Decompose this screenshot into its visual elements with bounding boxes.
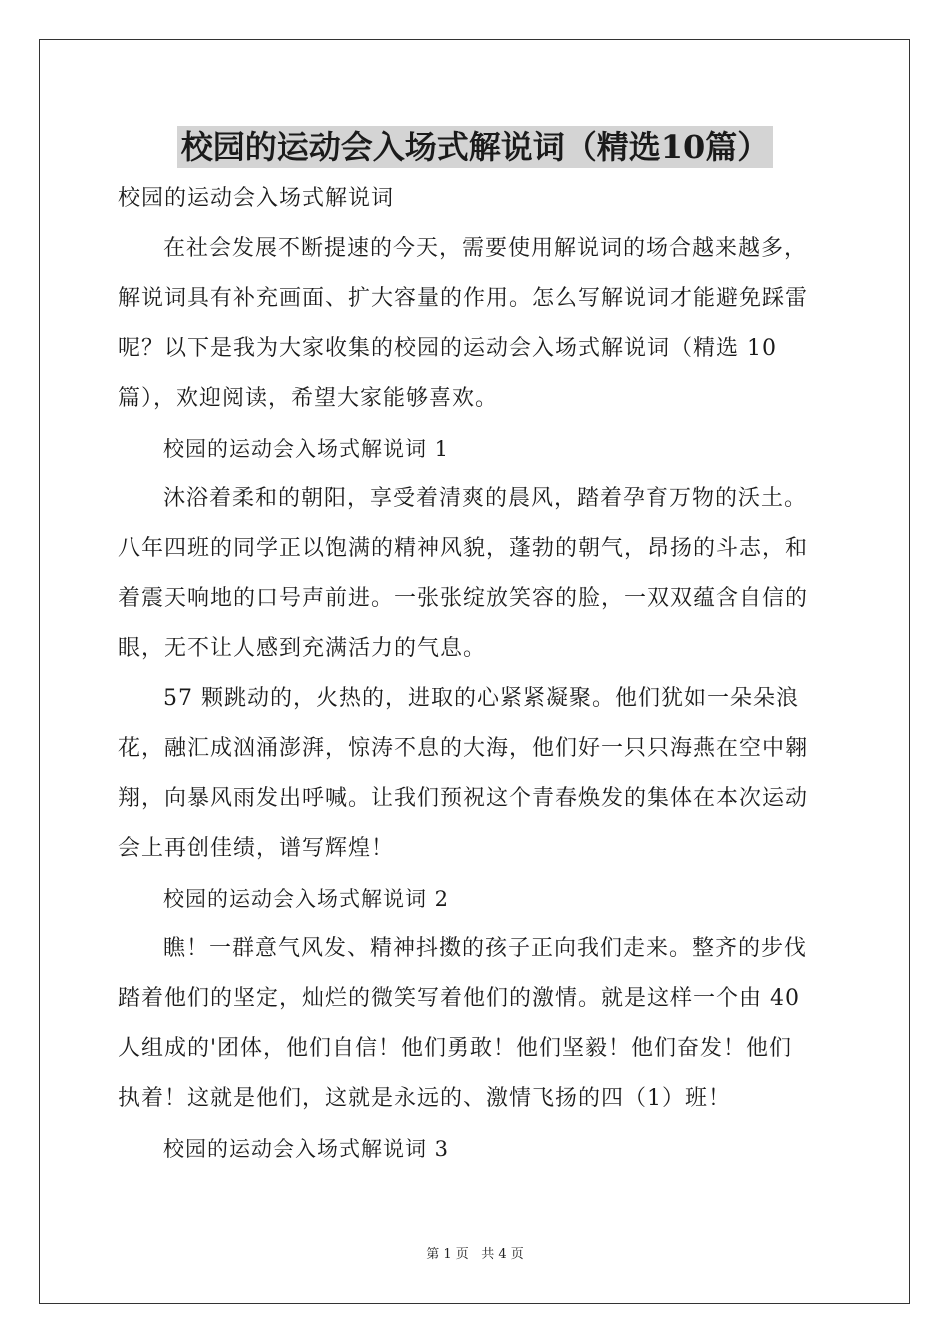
paragraph-line: 呢？以下是我为大家收集的校园的运动会入场式解说词（精选 10 <box>118 336 777 361</box>
document-subtitle: 校园的运动会入场式解说词 <box>118 186 395 211</box>
title-container <box>0 126 950 168</box>
page-border <box>39 39 910 1304</box>
paragraph-line: 瞧！一群意气风发、精神抖擞的孩子正向我们走来。整齐的步伐 <box>163 936 808 961</box>
paragraph-line: 花，融汇成汹涌澎湃，惊涛不息的大海，他们好一只只海燕在空中翱 <box>118 736 809 761</box>
paragraph-line: 执着！这就是他们，这就是永远的、激情飞扬的四（1）班！ <box>118 1086 731 1111</box>
document-title: 校园的运动会入场式解说词（精选10篇） <box>177 126 774 168</box>
section-heading-2: 校园的运动会入场式解说词 2 <box>163 887 450 911</box>
paragraph-line: 踏着他们的坚定，灿烂的微笑写着他们的激情。就是这样一个由 40 <box>118 986 800 1011</box>
paragraph-line: 眼，无不让人感到充满活力的气息。 <box>118 636 487 661</box>
section-heading-1: 校园的运动会入场式解说词 1 <box>163 437 450 461</box>
paragraph-line: 篇），欢迎阅读，希望大家能够喜欢。 <box>118 386 499 411</box>
paragraph-line: 在社会发展不断提速的今天，需要使用解说词的场合越来越多， <box>163 236 808 261</box>
paragraph-line: 人组成的'团体，他们自信！他们勇敢！他们坚毅！他们奋发！他们 <box>118 1036 793 1061</box>
paragraph-line: 57 颗跳动的，火热的，进取的心紧紧凝聚。他们犹如一朵朵浪 <box>163 686 799 711</box>
paragraph-line: 翔，向暴风雨发出呼喊。让我们预祝这个青春焕发的集体在本次运动 <box>118 786 809 811</box>
paragraph-line: 沐浴着柔和的朝阳，享受着清爽的晨风，踏着孕育万物的沃土。 <box>163 486 808 511</box>
page-footer: 第 1 页 共 4 页 <box>426 1247 524 1262</box>
section-heading-3: 校园的运动会入场式解说词 3 <box>163 1137 450 1161</box>
paragraph-line: 着震天响地的口号声前进。一张张绽放笑容的脸，一双双蕴含自信的 <box>118 586 809 611</box>
paragraph-line: 解说词具有补充画面、扩大容量的作用。怎么写解说词才能避免踩雷 <box>118 286 809 311</box>
paragraph-line: 八年四班的同学正以饱满的精神风貌，蓬勃的朝气，昂扬的斗志，和 <box>118 536 809 561</box>
paragraph-line: 会上再创佳绩，谱写辉煌！ <box>118 836 395 861</box>
